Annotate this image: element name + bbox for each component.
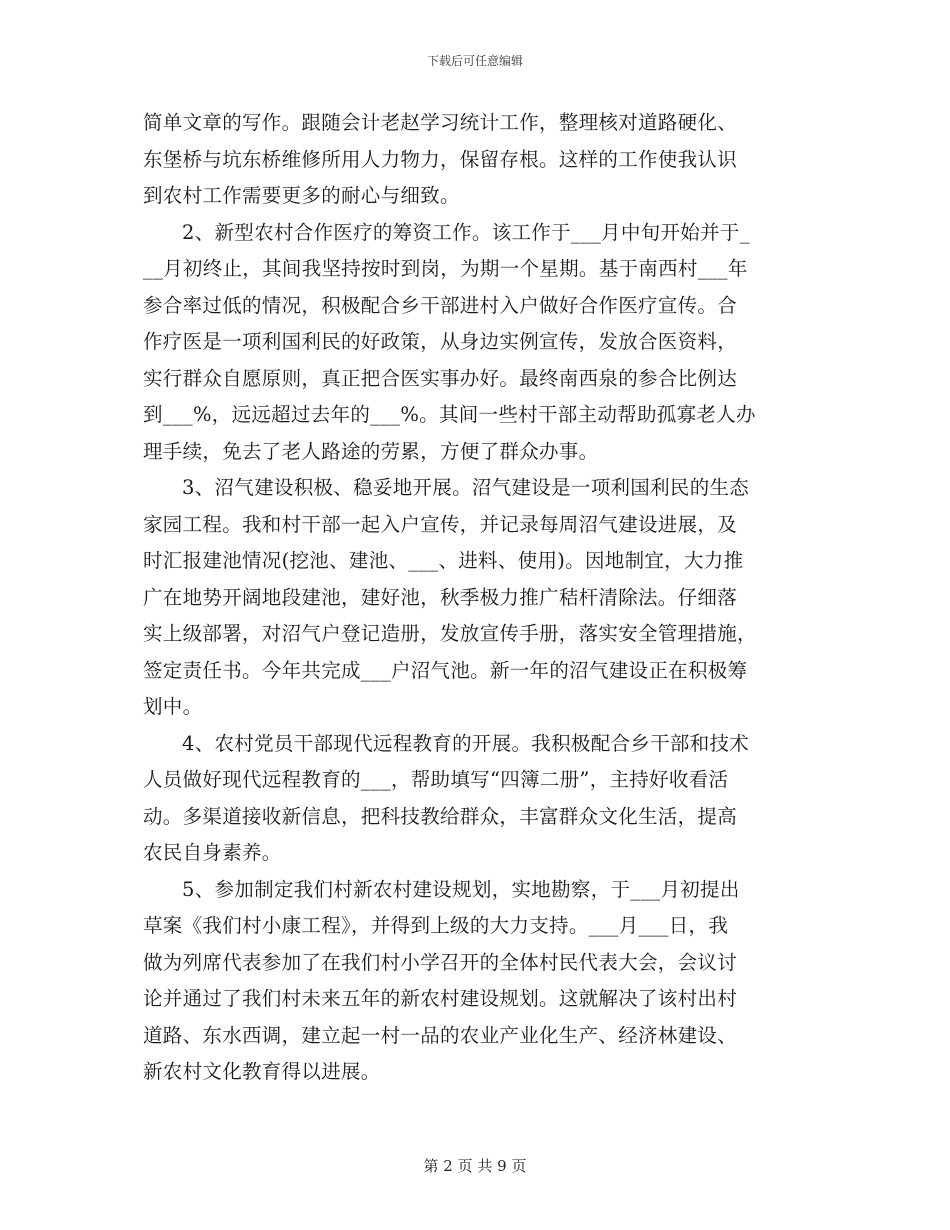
text-line: 草案《我们村小康工程》，并得到上级的大力支持。___月___日，我 xyxy=(143,914,729,937)
text-line: 作疗医是一项利国利民的好政策，从身边实例宣传，发放合医资料， xyxy=(143,330,738,353)
text-line: 农民自身素养。 xyxy=(143,841,282,864)
text-line: 家园工程。我和村干部一起入户宣传，并记录每周沼气建设进展，及 xyxy=(143,512,738,536)
paragraph-first-line: 3、沼气建设积极、稳妥地开展。沼气建设是一项利国利民的生态 xyxy=(182,476,750,499)
paragraph-first-line: 2、新型农村合作医疗的筹资工作。该工作于___月中旬开始并于_ xyxy=(182,220,750,244)
text-line: 人员做好现代远程教育的___，帮助填写“四簿二册”，主持好收看活 xyxy=(143,768,729,791)
text-line: 动。多渠道接收新信息，把科技教给群众，丰富群众文化生活，提高 xyxy=(143,804,738,828)
text-line: 新农村文化教育得以进展。 xyxy=(143,1060,381,1083)
text-line: 签定责任书。今年共完成___户沼气池。新一年的沼气建设正在积极筹 xyxy=(143,658,748,682)
paragraph-first-line: 5、参加制定我们村新农村建设规划，实地勘察，于___月初提出 xyxy=(182,877,740,901)
text-line: 到农村工作需要更多的耐心与细致。 xyxy=(143,184,460,207)
text-line: 广在地势开阔地段建池，建好池，秋季极力推广秸杆清除法。仔细落 xyxy=(143,585,738,609)
document-body xyxy=(143,105,808,1091)
text-line: 参合率过低的情况，积极配合乡干部进村入户做好合作医疗宣传。合 xyxy=(143,293,738,317)
text-line: 道路、东水西调，建立起一村一品的农业产业化生产、经济林建设、 xyxy=(143,1023,738,1047)
page-number-footer: 第 2 页 共 9 页 xyxy=(423,1157,527,1175)
text-line: 做为列席代表参加了在我们村小学召开的全体村民代表大会，会议讨 xyxy=(143,950,738,974)
text-line: 划中。 xyxy=(143,695,203,718)
text-line: __月初终止，其间我坚持按时到岗，为期一个星期。基于南西村___年 xyxy=(143,257,748,280)
paragraph-first-line: 4、农村党员干部现代远程教育的开展。我积极配合乡干部和技术 xyxy=(182,731,750,755)
text-line: 实上级部署，对沼气户登记造册，发放宣传手册，落实安全管理措施， xyxy=(143,622,757,645)
text-line: 东堡桥与坑东桥维修所用人力物力，保留存根。这样的工作使我认识 xyxy=(143,147,738,171)
text-line: 理手续，免去了老人路途的劳累，方便了群众办事。 xyxy=(143,439,599,463)
text-line: 到___%，远远超过去年的___%。其间一些村干部主动帮助孤寡老人办 xyxy=(143,403,756,426)
text-line: 论并通过了我们村未来五年的新农村建设规划。这就解决了该村出村 xyxy=(143,987,738,1010)
text-line: 实行群众自愿原则，真正把合医实事办好。最终南西泉的参合比例达 xyxy=(143,366,738,390)
page-header: 下载后可任意编辑 xyxy=(426,54,523,68)
text-line: 时汇报建池情况(挖池、建池、___、进料、使用)。因地制宜，大力推 xyxy=(143,549,744,572)
text-line: 简单文章的写作。跟随会计老赵学习统计工作，整理核对道路硬化、 xyxy=(143,111,738,134)
